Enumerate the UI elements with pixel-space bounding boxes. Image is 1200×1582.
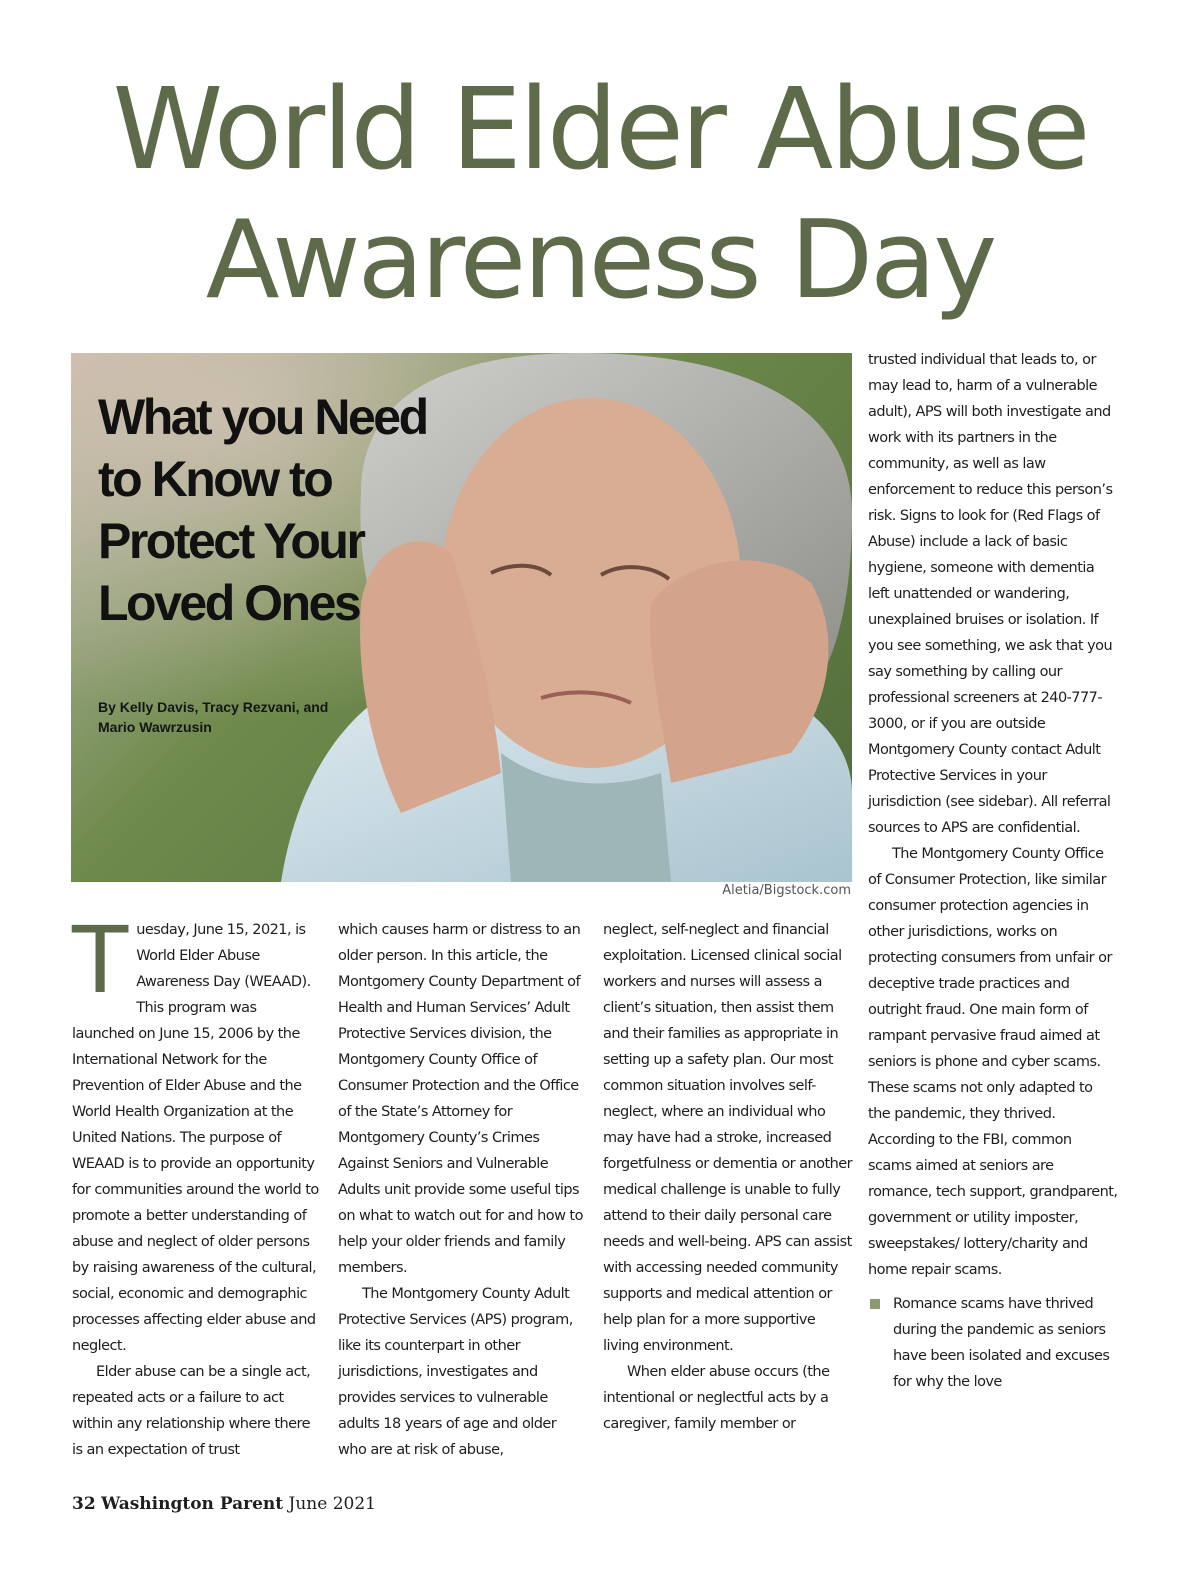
bullet-text: Romance scams have thrived during the pandemic as seniors have been isolated and excuses for why the love xyxy=(893,1296,1110,1390)
paragraph-continued: trusted individual that leads to, or may lead to, harm of a vulnerable adult), APS will both investigate and work with its partners in the community, as well as law enforcement to reduce this person’s risk. Signs to look for (Red Flags of Abuse) include a lack of basic hygiene, someone with dementia left unattended or wandering, unexplained bruises or isolation. If you see something, we ask that you say something by calling our professional screeners at 240-777-3000, or if you are outside Montgomery County contact Adult Protective Services in your jurisdiction (see sidebar). All referral sources to APS are confidential. xyxy=(868,352,1113,836)
issue-date: June 2021 xyxy=(288,1494,376,1514)
photo-credit: Aletia/Bigstock.com xyxy=(722,883,851,898)
paragraph-elder-abuse: Elder abuse can be a single act, repeated acts or a failure to act within any relationship where there is an expectation of trust xyxy=(72,1364,311,1458)
paragraph-consumer-protection: The Montgomery County Office of Consumer Protection, like similar consumer protection agencies in other jurisdictions, works on protecting consumers from unfair or deceptive trade practices and outright fraud. One main form of rampant pervasive fraud aimed at seniors is phone and cyber scams. These scams not only adapted to the pandemic, they thrived. According to the FBI, common scams aimed at seniors are romance, tech support, grandparent, government or utility imposter, sweepstakes/ lottery/charity and home repair scams. xyxy=(868,846,1118,1278)
paragraph-continued: which causes harm or distress to an older person. In this article, the Montgomery County Department of Health and Human Services’ Adult Protective Services division, the Montgomery County Office of Consumer Protection and the Office of the State’s Attorney for Montgomery County’s Crimes Against Seniors and Vulnerable Adults unit provide some useful tips on what to watch out for and how to help your older friends and family members. xyxy=(338,922,583,1276)
hero-headline: What you Need to Know to Protect Your Loved Ones xyxy=(98,389,427,631)
paragraph-intro xyxy=(72,907,322,1359)
article-column-3 xyxy=(603,917,853,1437)
paragraph-aps: The Montgomery County Adult Protective Services (APS) program, like its counterpart in other jurisdictions, investigates and provides services to vulnerable adults 18 years of age and older who are at risk of abuse, xyxy=(338,1286,573,1458)
page-number: 32 xyxy=(72,1494,96,1514)
article-title-line-1: World Elder Abuse xyxy=(112,65,1088,195)
publication-name: Washington Parent xyxy=(101,1494,284,1514)
page-footer xyxy=(72,1492,376,1516)
paragraph-when-abuse-occurs: When elder abuse occurs (the intentional or neglectful acts by a caregiver, family member or xyxy=(603,1364,830,1432)
article-title-line-2: Awareness Day xyxy=(205,198,995,323)
byline: By Kelly Davis, Tracy Rezvani, and Mario Wawrzusin xyxy=(98,699,329,735)
article-column-2 xyxy=(338,917,588,1463)
drop-cap: T xyxy=(72,907,129,1014)
bullet-item xyxy=(868,1291,1118,1395)
square-bullet-icon xyxy=(870,1299,880,1309)
article-column-1 xyxy=(72,907,322,1463)
intro-text: uesday, June 15, 2021, is World Elder Abuse Awareness Day (WEAAD). This program was launched on June 15, 2006 by the International Network for the Prevention of Elder Abuse and the World Health Organization at the United Nations. The purpose of WEAAD is to provide an opportunity for communities around the world to promote a better understanding of abuse and neglect of older persons by raising awareness of the cultural, social, economic and demographic processes affecting elder abuse and neglect. xyxy=(72,922,319,1354)
article-column-4 xyxy=(868,347,1118,1395)
paragraph-continued: neglect, self-neglect and financial exploitation. Licensed clinical social workers and nurses will assess a client’s situation, then assist them and their families as appropriate in setting up a safety plan. Our most common situation involves self-neglect, where an individual who may have had a stroke, increased forgetfulness or dementia or another medical challenge is unable to fully attend to their daily personal care needs and well-being. APS can assist with accessing needed community supports and medical attention or help plan for a more supportive living environment. xyxy=(603,922,853,1354)
